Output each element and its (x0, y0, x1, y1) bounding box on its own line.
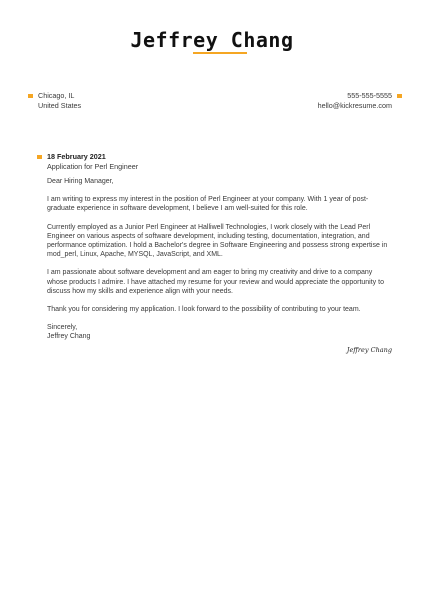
contact-phone: 555-555-5555 (347, 91, 392, 100)
letter-paragraph: I am writing to express my interest in the position of Perl Engineer at your company. With 1 year of post-graduate experience in software development, I believe I am well-suited for this role. (47, 196, 369, 213)
contact-city: Chicago, IL (38, 91, 75, 100)
letter-greeting: Dear Hiring Manager, (47, 178, 114, 185)
contact-details (318, 91, 392, 111)
letter-paragraph: Currently employed as a Junior Perl Engineer at Halliwell Technologies, I work closely with the Lead Perl Engineer on various aspects of software development, including testing, documentation, integration, and performance optimization. I hold a Bachelor's degree in Software Engineering and possess strong expertise in mod_perl, Linux, Apache, MYSQL, JavaScript, and XML. (47, 223, 388, 259)
handwritten-signature: Jeffrey Chang (346, 346, 392, 354)
date-bullet-icon (37, 155, 42, 159)
contact-email: hello@kickresume.com (317, 101, 392, 110)
contact-country: United States (38, 101, 82, 110)
letter-closing (47, 323, 392, 341)
letter-meta (47, 152, 138, 172)
name-underline-accent (193, 52, 247, 54)
letter-signer-name: Jeffrey Chang (47, 333, 91, 341)
address-bullet-icon (28, 94, 33, 98)
letter-sign-off: Sincerely, (47, 324, 78, 332)
letter-date: 18 February 2021 (47, 152, 106, 161)
letter-body (47, 177, 392, 342)
contact-address (38, 91, 81, 111)
letter-subject: Application for Perl Engineer (47, 162, 139, 171)
letter-paragraph: I am passionate about software development and am eager to bring my creativity and drive to a company whose products I admire. I have attached my resume for your review and would appreciate the opportunity to discuss how my skills and experience align with your needs. (47, 269, 384, 295)
applicant-name: Jeffrey Chang (130, 28, 294, 52)
letter-paragraph: Thank you for considering my application. I look forward to the possibility of contributing to your team. (47, 306, 361, 314)
contact-bullet-icon (397, 94, 402, 98)
